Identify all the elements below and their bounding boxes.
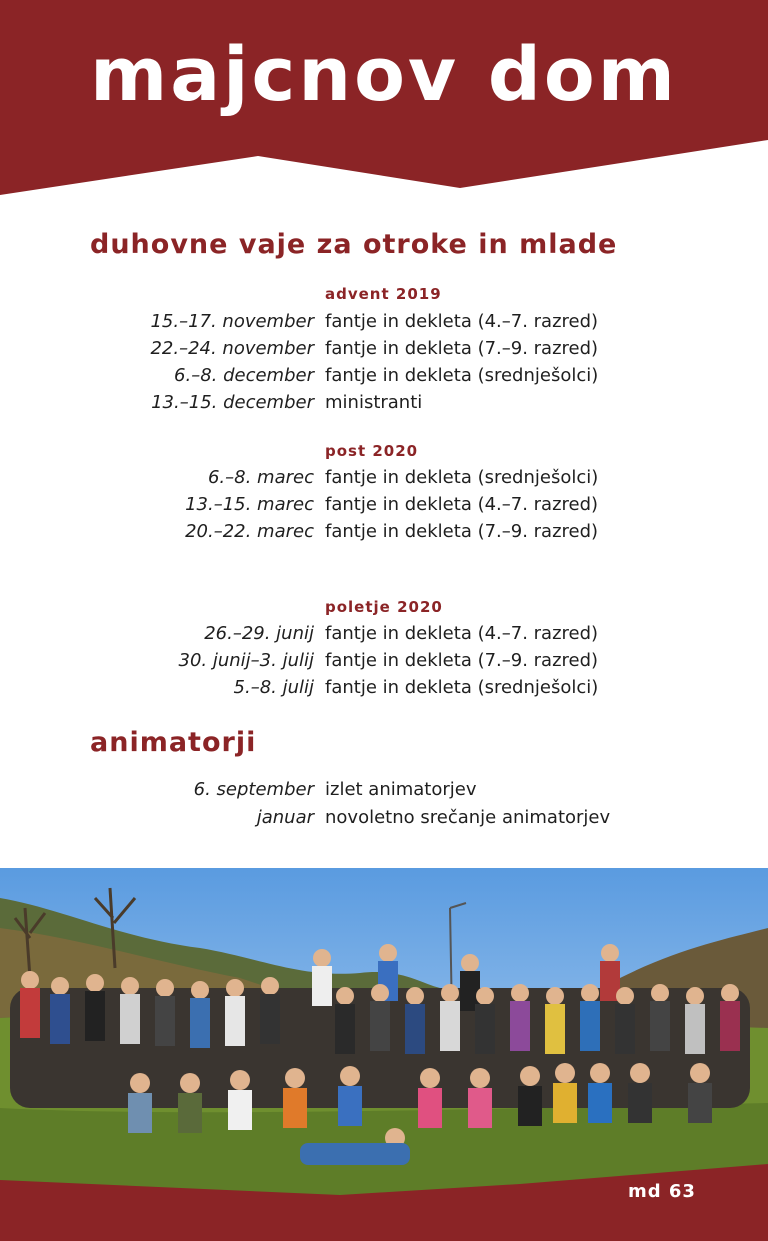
schedule-row	[0, 806, 768, 830]
row-description: fantje in dekleta (7.–9. razred)	[325, 338, 599, 359]
row-description: fantje in dekleta (4.–7. razred)	[325, 311, 599, 332]
row-description: fantje in dekleta (4.–7. razred)	[325, 494, 599, 515]
row-description: fantje in dekleta (4.–7. razred)	[325, 623, 599, 644]
schedule-row	[0, 337, 768, 361]
row-date: januar	[256, 807, 314, 828]
schedule-row	[0, 520, 768, 544]
row-description: fantje in dekleta (7.–9. razred)	[325, 650, 599, 671]
row-date: 13.–15. marec	[185, 494, 314, 515]
schedule-row	[0, 649, 768, 673]
header-banner	[0, 0, 768, 195]
schedule-row	[0, 364, 768, 388]
schedule-row	[0, 310, 768, 334]
row-date: 20.–22. marec	[185, 521, 314, 542]
page-number: md 63	[628, 1181, 696, 1202]
row-description: fantje in dekleta (srednješolci)	[325, 467, 599, 488]
row-date: 26.–29. junij	[204, 623, 314, 644]
row-date: 6.–8. marec	[207, 467, 314, 488]
row-date: 6. september	[193, 779, 314, 800]
schedule-row	[0, 466, 768, 490]
group-photo	[0, 868, 768, 1198]
group-photo-illustration	[0, 868, 768, 1198]
row-description: fantje in dekleta (7.–9. razred)	[325, 521, 599, 542]
section-title-retreats: duhovne vaje za otroke in mlade	[90, 229, 618, 260]
row-description: ministranti	[325, 392, 423, 413]
row-date: 13.–15. december	[151, 392, 314, 413]
row-description: fantje in dekleta (srednješolci)	[325, 365, 599, 386]
row-date: 15.–17. november	[150, 311, 314, 332]
row-date: 6.–8. december	[174, 365, 314, 386]
schedule-row	[0, 493, 768, 517]
section-title-animators: animatorji	[90, 727, 257, 758]
season-heading-poletje: poletje 2020	[325, 598, 443, 616]
season-heading-advent: advent 2019	[325, 285, 442, 303]
row-date: 5.–8. julij	[233, 677, 314, 698]
page-title: majcnov dom	[90, 32, 678, 118]
schedule-row	[0, 778, 768, 802]
schedule-row	[0, 391, 768, 415]
row-date: 30. junij–3. julij	[178, 650, 314, 671]
schedule-row	[0, 622, 768, 646]
row-description: izlet animatorjev	[325, 779, 477, 800]
season-heading-post: post 2020	[325, 442, 419, 460]
row-description: novoletno srečanje animatorjev	[325, 807, 611, 828]
row-date: 22.–24. november	[150, 338, 314, 359]
schedule-row	[0, 676, 768, 700]
row-description: fantje in dekleta (srednješolci)	[325, 677, 599, 698]
